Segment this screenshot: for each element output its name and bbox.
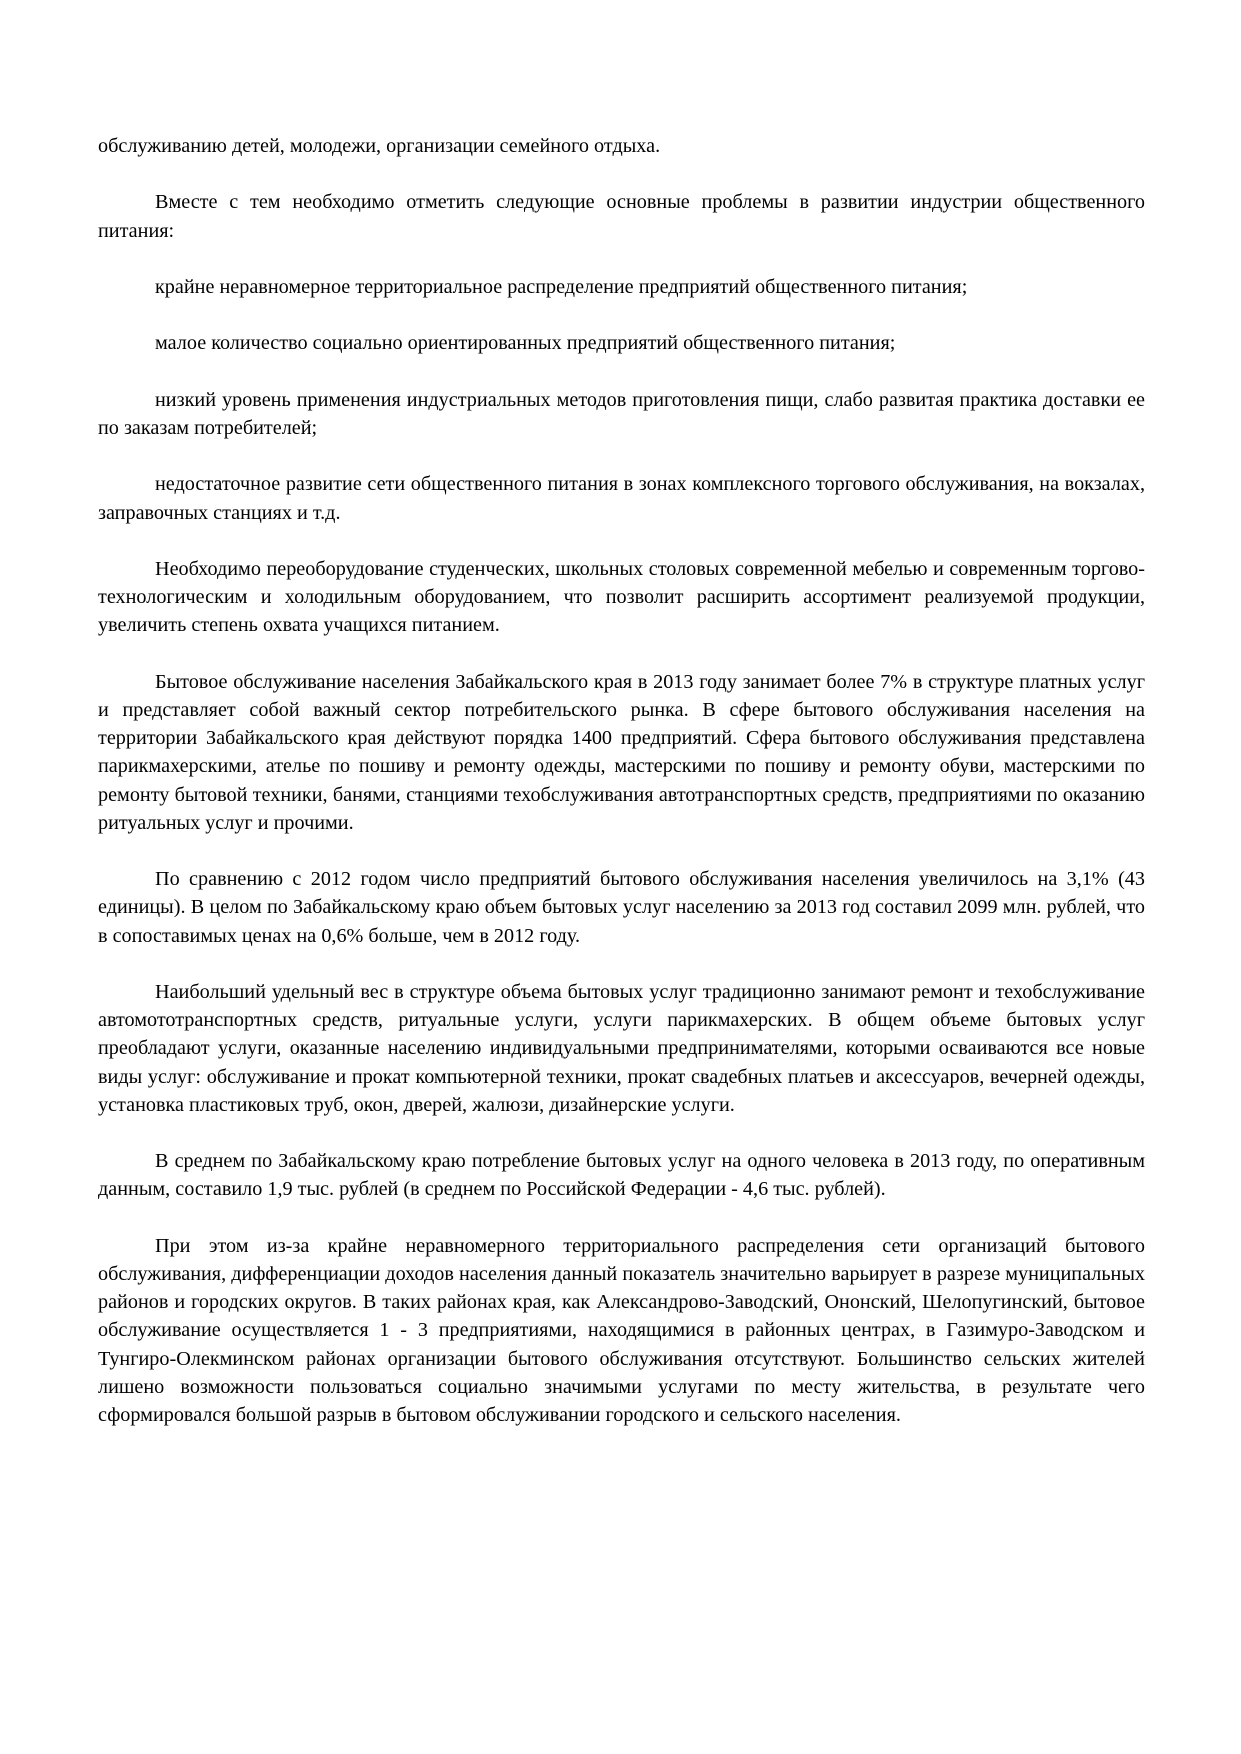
- paragraph-12: При этом из-за крайне неравномерного территориального распределения сети организаций бытового обслуживания, дифференциации доходов населения данный показатель значительно варьирует в разрезе муниципальных районов и городских округов. В таких районах края, как Александрово-Заводский, Ононский, Шелопугинский, бытовое обслуживание осуществляется 1 - 3 предприятиями, находящимися в районных центрах, в Газимуро-Заводском и Тунгиро-Олекминском районах организации бытового обслуживания отсутствуют. Большинство сельских жителей лишено возможности пользоваться социально значимыми услугами по месту жительства, в результате чего сформировался большой разрыв в бытовом обслуживании городского и сельского населения.: [98, 1234, 1145, 1426]
- paragraph-7: Необходимо переоборудование студенческих, школьных столовых современной мебелью и современным торгово-технологическим и холодильным оборудованием, что позволит расширить ассортимент реализуемой продукции, увеличить степень охвата учащихся питанием.: [98, 557, 1145, 637]
- paragraph-9: По сравнению с 2012 годом число предприятий бытового обслуживания населения увеличилось на 3,1% (43 единицы). В целом по Забайкальскому краю объем бытовых услуг населению за 2013 год составил 2099 млн. рублей, что в сопоставимых ценах на 0,6% больше, чем в 2012 году.: [98, 868, 1145, 947]
- paragraph-5: низкий уровень применения индустриальных методов приготовления пищи, слабо развитая практика доставки ее по заказам потребителей;: [98, 388, 1145, 439]
- paragraph-11: В среднем по Забайкальскому краю потребление бытовых услуг на одного человека в 2013 году, по оперативным данным, составило 1,9 тыс. рублей (в среднем по Российской Федерации - 4,6 тыс. рублей).: [98, 1150, 1145, 1201]
- paragraph-2: Вместе с тем необходимо отметить следующие основные проблемы в развитии индустрии общественного питания:: [98, 191, 1145, 242]
- paragraph-8: Бытовое обслуживание населения Забайкальского края в 2013 году занимает более 7% в структуре платных услуг и представляет собой важный сектор потребительского рынка. В сфере бытового обслуживания населения на территории Забайкальского края действуют порядка 1400 предприятий. Сфера бытового обслуживания представлена парикмахерскими, ателье по пошиву и ремонту одежды, мастерскими по пошиву и ремонту обуви, мастерскими по ремонту бытовой техники, банями, станциями техобслуживания автотранспортных средств, предприятиями по оказанию ритуальных услуг и прочими.: [98, 670, 1145, 834]
- document-body: [98, 132, 1145, 1429]
- paragraph-4: малое количество социально ориентированных предприятий общественного питания;: [155, 332, 896, 355]
- paragraph-10: Наибольший удельный вес в структуре объема бытовых услуг традиционно занимают ремонт и техобслуживание автомототранспортных средств, ритуальные услуги, услуги парикмахерских. В общем объеме бытовых услуг преобладают услуги, оказанные населению индивидуальными предпринимателями, которыми осваиваются все новые виды услуг: обслуживание и прокат компьютерной техники, прокат свадебных платьев и аксессуаров, вечерней одежды, установка пластиковых труб, окон, дверей, жалюзи, дизайнерские услуги.: [98, 980, 1145, 1116]
- paragraph-1: обслуживанию детей, молодежи, организации семейного отдыха.: [98, 135, 661, 157]
- paragraph-3: крайне неравномерное территориальное распределение предприятий общественного питания;: [155, 275, 968, 298]
- paragraph-6: недостаточное развитие сети общественного питания в зонах комплексного торгового обслуживания, на вокзалах, заправочных станциях и т.д.: [98, 473, 1145, 524]
